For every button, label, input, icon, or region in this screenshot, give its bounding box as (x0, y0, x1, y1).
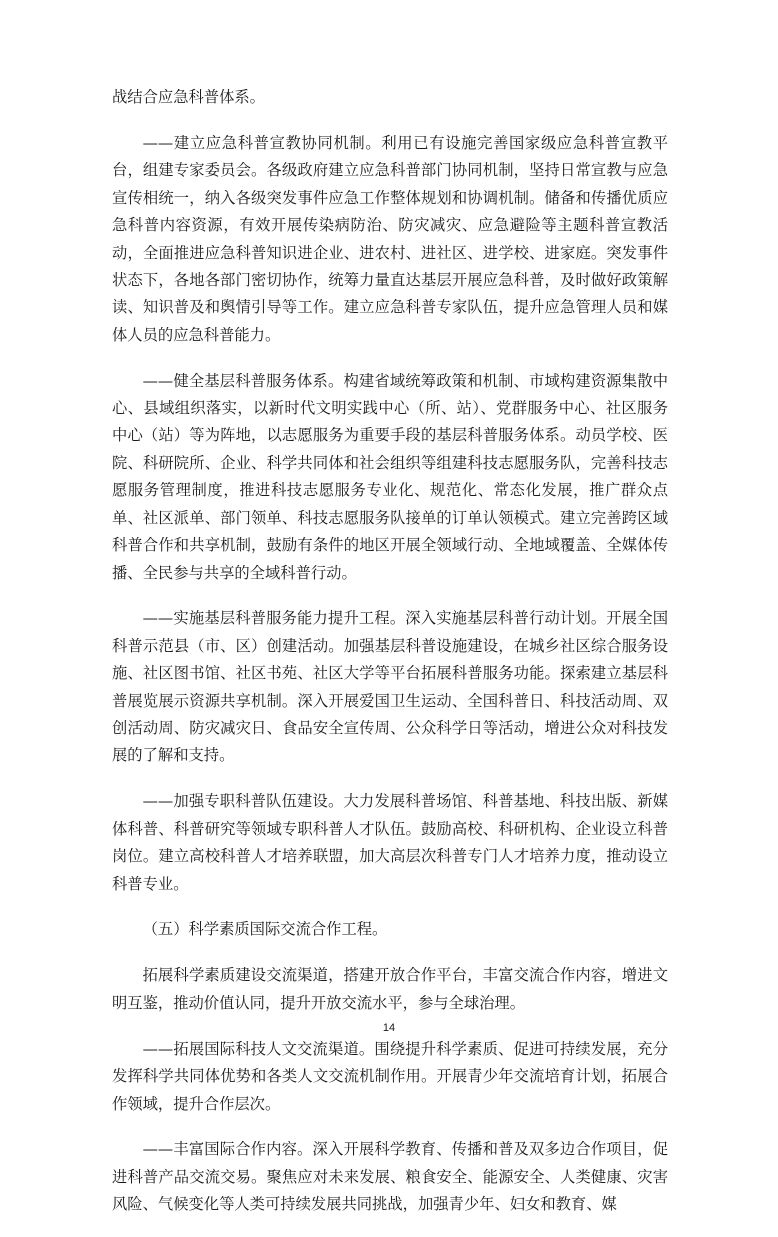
paragraph-exchange-channels: ——拓展国际科技人文交流渠道。围绕提升科学素质、促进可持续发展，充分发挥科学共同体优势和各类人文交流机制作用。开展青少年交流培育计划，拓展合作领域，提升合作层次。 (112, 1039, 668, 1113)
document-body (112, 84, 668, 1237)
section-heading-international-cooperation: （五）科学素质国际交流合作工程。 (142, 920, 388, 939)
paragraph-grassroots-capacity-project: ——实施基层科普服务能力提升工程。深入实施基层科普行动计划。开展全国科普示范县（市、区）创建活动。加强基层科普设施建设，在城乡社区综合服务设施、社区图书馆、社区书苑、社区大学等平台拓展科普服务功能。探索建立基层科普展览展示资源共享机制。深入开展爱国卫生运动、全国科普日、科技活动周、双创活动周、防灾减灾日、食品安全宣传周、公众科学日等活动，增进公众对科技发展的了解和支持。 (112, 609, 668, 765)
paragraph-cooperation-content: ——丰富国际合作内容。深入开展科学教育、传播和普及双多边合作项目，促进科普产品交流交易。聚焦应对未来发展、粮食安全、能源安全、人类健康、灾害风险、气候变化等人类可持续发展共同挑战，加强青少年、妇女和教育、媒 (112, 1140, 668, 1214)
page-number: 14 (382, 1022, 396, 1034)
paragraph-international-intro: 拓展科学素质建设交流渠道，搭建开放合作平台，丰富交流合作内容，增进文明互鉴，推动价值认同，提升开放交流水平，参与全球治理。 (112, 966, 668, 1012)
paragraph-emergency-science-mechanism: ——建立应急科普宣教协同机制。利用已有设施完善国家级应急科普宣教平台，组建专家委员会。各级政府建立应急科普部门协同机制，坚持日常宣教与应急宣传相统一，纳入各级突发事件应急工作整体规划和协调机制。储备和传播优质应急科普内容资源，有效开展传染病防治、防灾减灾、应急避险等主题科普宣教活动，全面推进应急科普知识进企业、进农村、进社区、进学校、进家庭。突发事件状态下，各地各部门密切协作，统筹力量直达基层开展应急科普，及时做好政策解读、知识普及和舆情引导等工作。建立应急科普专家队伍，提升应急管理人员和媒体人员的应急科普能力。 (112, 133, 668, 344)
paragraph-continuation: 战结合应急科普体系。 (112, 88, 265, 106)
paragraph-grassroots-service-system: ——健全基层科普服务体系。构建省域统筹政策和机制、市域构建资源集散中心、县域组织落实，以新时代文明实践中心（所、站）、党群服务中心、社区服务中心（站）等为阵地，以志愿服务为重要手段的基层科普服务体系。动员学校、医院、科研院所、企业、科学共同体和社会组织等组建科技志愿服务队，完善科技志愿服务管理制度，推进科技志愿服务专业化、规范化、常态化发展，推广群众点单、社区派单、部门领单、科技志愿服务队接单的订单认领模式。建立完善跨区域科普合作和共享机制，鼓励有条件的地区开展全领域行动、全地域覆盖、全媒体传播、全民参与共享的全域科普行动。 (112, 371, 668, 582)
paragraph-professional-team: ——加强专职科普队伍建设。大力发展科普场馆、科普基地、科技出版、新媒体科普、科普研究等领域专职科普人才队伍。鼓励高校、科研机构、企业设立科普岗位。建立高校科普人才培养联盟，加大高层次科普专门人才培养力度，推动设立科普专业。 (112, 792, 668, 893)
